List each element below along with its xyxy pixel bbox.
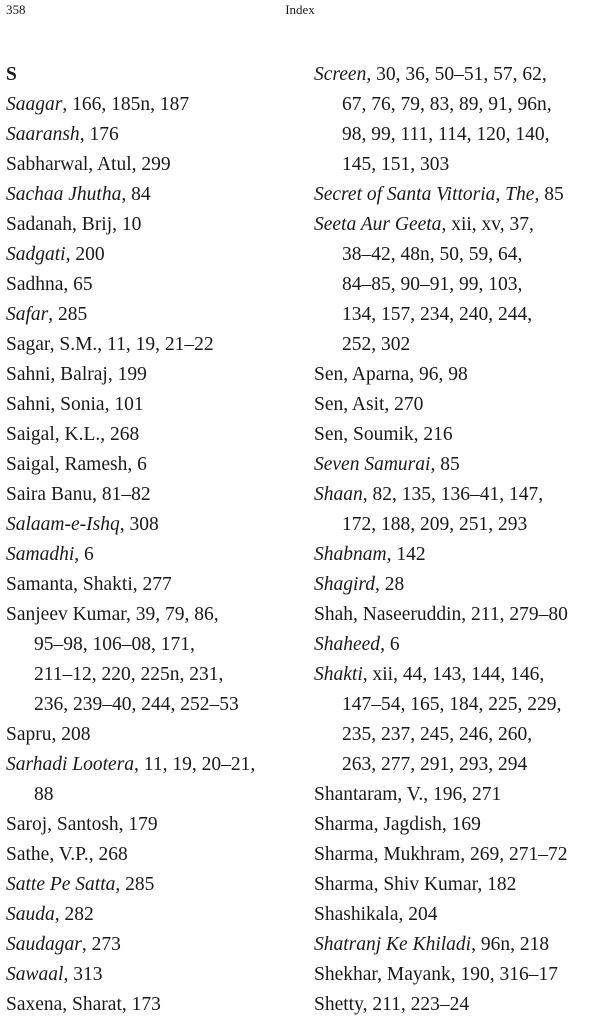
index-entry-line: [6, 990, 296, 1020]
title-text: Seven Samurai: [314, 454, 431, 475]
page-number: 358: [6, 2, 26, 17]
index-entry: [314, 420, 598, 450]
index-entry-line: [314, 630, 598, 660]
entry-text: , 313: [63, 964, 103, 985]
index-entry: [6, 390, 296, 420]
index-entry: [6, 480, 296, 510]
index-entry-line: [6, 300, 296, 330]
title-text: Shaheed: [314, 634, 381, 655]
entry-text: Shekhar, Mayank, 190, 316–17: [314, 964, 559, 985]
index-entry-continuation: [314, 750, 598, 780]
index-entry-continuation: [314, 270, 598, 300]
entry-text: , 11, 19, 20–21,: [134, 754, 256, 775]
index-entry-line: [6, 210, 296, 240]
entry-text: Sharma, Shiv Kumar, 182: [314, 874, 517, 895]
entry-text: Shashikala, 204: [314, 904, 438, 925]
index-entry-line: [314, 600, 598, 630]
index-entry: [6, 300, 296, 330]
index-entry: [6, 720, 296, 750]
index-entry-line: [6, 360, 296, 390]
index-entry-line: [314, 660, 598, 690]
index-entry: [314, 540, 598, 570]
entry-text: 145, 151, 303: [342, 154, 450, 175]
entry-text: Shah, Naseeruddin, 211, 279–80: [314, 604, 568, 625]
entry-text: Sahni, Balraj, 199: [6, 364, 147, 385]
index-entry-line: [314, 540, 598, 570]
index-entry-line: [6, 120, 296, 150]
index-entry-line: [314, 930, 598, 960]
index-entry: [314, 600, 598, 630]
entry-text: 263, 277, 291, 293, 294: [342, 754, 528, 775]
index-entry: [314, 450, 598, 480]
title-text: Safar: [6, 304, 49, 325]
entry-text: , 84: [121, 184, 151, 205]
index-entry-line: [314, 870, 598, 900]
index-entry-continuation: [314, 330, 598, 360]
index-entry-line: [6, 720, 296, 750]
entry-text: Sahni, Sonia, 101: [6, 394, 144, 415]
entry-text: 95–98, 106–08, 171,: [34, 634, 195, 655]
index-entry-line: [314, 990, 598, 1020]
entry-text: , 30, 36, 50–51, 57, 62,: [366, 64, 547, 85]
entry-text: , 6: [380, 634, 400, 655]
index-entry: [6, 510, 296, 540]
index-entry-line: [314, 360, 598, 390]
index-entry-line: [314, 420, 598, 450]
entry-text: , 285: [115, 874, 155, 895]
entry-text: 98, 99, 111, 114, 120, 140,: [342, 124, 550, 145]
entry-text: , 285: [48, 304, 88, 325]
index-entry-line: [6, 510, 296, 540]
index-entry: [6, 420, 296, 450]
title-text: Shakti: [314, 664, 363, 685]
index-entry-line: [6, 450, 296, 480]
index-entry: [314, 660, 598, 780]
index-entry: [6, 150, 296, 180]
index-entry-line: [314, 960, 598, 990]
index-entry: [314, 60, 598, 180]
page-header: [0, 0, 600, 20]
entry-text: 38–42, 48n, 50, 59, 64,: [342, 244, 523, 265]
index-entry-line: [6, 90, 296, 120]
index-entry: [314, 900, 598, 930]
entry-text: , 96n, 218: [471, 934, 550, 955]
index-entry: [6, 450, 296, 480]
index-entry: [6, 930, 296, 960]
entry-text: , 85: [430, 454, 460, 475]
entry-text: 235, 237, 245, 246, 260,: [342, 724, 533, 745]
index-entry-line: [6, 810, 296, 840]
index-entry: [6, 240, 296, 270]
entry-text: , 6: [74, 544, 94, 565]
index-entry: [6, 990, 296, 1020]
index-entry: [6, 120, 296, 150]
index-entry-line: [6, 150, 296, 180]
entry-text: Sen, Aparna, 96, 98: [314, 364, 468, 385]
entry-text: Sharma, Mukhram, 269, 271–72: [314, 844, 568, 865]
entry-text: 252, 302: [342, 334, 411, 355]
entry-text: , xii, xv, 37,: [441, 214, 534, 235]
index-entry-line: [6, 930, 296, 960]
entry-text: Saira Banu, 81–82: [6, 484, 151, 505]
index-entry-continuation: [6, 660, 296, 690]
index-entry-line: [6, 570, 296, 600]
title-text: Satte Pe Satta: [6, 874, 116, 895]
index-entry-line: [6, 870, 296, 900]
index-entry: [6, 600, 296, 720]
entry-text: 211–12, 220, 225n, 231,: [34, 664, 224, 685]
entry-text: 84–85, 90–91, 99, 103,: [342, 274, 523, 295]
entry-text: Sanjeev Kumar, 39, 79, 86,: [6, 604, 219, 625]
index-entry-line: [6, 390, 296, 420]
entry-text: Sadhna, 65: [6, 274, 93, 295]
running-head: Index: [285, 2, 315, 17]
index-entry: [6, 360, 296, 390]
title-text: Shabnam: [314, 544, 387, 565]
title-text: Sadgati: [6, 244, 66, 265]
index-entry: [6, 540, 296, 570]
entry-text: 67, 76, 79, 83, 89, 91, 96n,: [342, 94, 552, 115]
index-entry-continuation: [314, 120, 598, 150]
index-entry: [6, 210, 296, 240]
index-entry-line: [6, 180, 296, 210]
index-entry: [314, 840, 598, 870]
title-text: Saudagar: [6, 934, 82, 955]
index-entry-line: [314, 840, 598, 870]
entry-text: Sen, Soumik, 216: [314, 424, 453, 445]
index-entry-continuation: [314, 720, 598, 750]
index-entry: [6, 330, 296, 360]
entry-text: Sapru, 208: [6, 724, 91, 745]
entry-text: 236, 239–40, 244, 252–53: [34, 694, 239, 715]
index-entry-line: [314, 810, 598, 840]
index-column-left: [6, 60, 296, 1020]
title-text: Shaan: [314, 484, 363, 505]
entry-text: Shetty, 211, 223–24: [314, 994, 470, 1015]
index-entry: [6, 570, 296, 600]
index-entry-continuation: [6, 690, 296, 720]
entry-text: Sadanah, Brij, 10: [6, 214, 142, 235]
entry-text: 172, 188, 209, 251, 293: [342, 514, 528, 535]
index-entry: [314, 930, 598, 960]
index-entry-line: [6, 330, 296, 360]
entry-text: Saxena, Sharat, 173: [6, 994, 161, 1015]
index-entry: [314, 630, 598, 660]
title-text: Seeta Aur Geeta: [314, 214, 442, 235]
entry-text: , 176: [79, 124, 119, 145]
entry-text: , 82, 135, 136–41, 147,: [362, 484, 544, 505]
title-text: Saagar: [6, 94, 63, 115]
index-entry: [314, 360, 598, 390]
entry-text: 88: [34, 784, 54, 805]
index-entries-right: [314, 60, 598, 1020]
entry-text: , 282: [54, 904, 94, 925]
title-text: Screen: [314, 64, 367, 85]
index-entry-line: [314, 390, 598, 420]
index-entry-line: [6, 240, 296, 270]
section-letter: S: [6, 64, 17, 85]
entry-text: Samanta, Shakti, 277: [6, 574, 172, 595]
index-entry: [314, 390, 598, 420]
entry-text: , xii, 44, 143, 144, 146,: [362, 664, 545, 685]
index-entry-line: [6, 420, 296, 450]
entry-text: , 273: [81, 934, 121, 955]
entry-text: Saigal, Ramesh, 6: [6, 454, 147, 475]
index-entry: [314, 870, 598, 900]
index-entry: [6, 270, 296, 300]
index-entry-line: [6, 270, 296, 300]
index-entry: [6, 900, 296, 930]
title-text: Shatranj Ke Khiladi: [314, 934, 472, 955]
index-entry: [314, 780, 598, 810]
index-entry: [6, 90, 296, 120]
title-text: Salaam-e-Ishq: [6, 514, 120, 535]
index-entry: [314, 810, 598, 840]
entry-text: Sen, Asit, 270: [314, 394, 424, 415]
index-entry: [6, 810, 296, 840]
entry-text: 134, 157, 234, 240, 244,: [342, 304, 533, 325]
index-entry-continuation: [314, 510, 598, 540]
index-entry-line: [6, 960, 296, 990]
entry-text: Sharma, Jagdish, 169: [314, 814, 481, 835]
index-entry-line: [6, 900, 296, 930]
entry-text: Saigal, K.L., 268: [6, 424, 140, 445]
index-entry: [314, 990, 598, 1020]
title-text: Saaransh: [6, 124, 80, 145]
index-entry-continuation: [6, 630, 296, 660]
entry-text: , 142: [386, 544, 426, 565]
index-entry-continuation: [314, 90, 598, 120]
entry-text: Saroj, Santosh, 179: [6, 814, 158, 835]
entry-text: Sabharwal, Atul, 299: [6, 154, 171, 175]
title-text: Sawaal: [6, 964, 64, 985]
index-entry-line: [314, 570, 598, 600]
entry-text: 147–54, 165, 184, 225, 229,: [342, 694, 562, 715]
index-entry-line: [314, 210, 598, 240]
index-entry: [314, 180, 598, 210]
index-column-right: [314, 60, 598, 1020]
index-entry-line: [314, 450, 598, 480]
index-entry-line: [6, 480, 296, 510]
index-entry-line: [6, 540, 296, 570]
title-text: Samadhi: [6, 544, 75, 565]
index-entry-line: [314, 60, 598, 90]
index-entries-left: [6, 90, 296, 1020]
index-entry: [6, 840, 296, 870]
index-entry: [6, 180, 296, 210]
index-entry-continuation: [314, 150, 598, 180]
index-entry-line: [6, 840, 296, 870]
index-entry: [314, 210, 598, 360]
entry-text: , 28: [375, 574, 405, 595]
index-entry-line: [6, 750, 296, 780]
index-entry-line: [314, 900, 598, 930]
entry-text: Sagar, S.M., 11, 19, 21–22: [6, 334, 214, 355]
entry-text: Shantaram, V., 196, 271: [314, 784, 502, 805]
entry-text: , 308: [119, 514, 159, 535]
index-entry-continuation: [314, 240, 598, 270]
index-entry-line: [314, 780, 598, 810]
index-entry-line: [6, 600, 296, 630]
index-entry-line: [314, 480, 598, 510]
title-text: Sachaa Jhutha: [6, 184, 122, 205]
index-entry: [6, 960, 296, 990]
index-entry-line: [314, 180, 598, 210]
title-text: Sarhadi Lootera: [6, 754, 135, 775]
title-text: Sauda: [6, 904, 55, 925]
title-text: Shagird: [314, 574, 376, 595]
entry-text: Sathe, V.P., 268: [6, 844, 128, 865]
title-text: Secret of Santa Vittoria, The: [314, 184, 535, 205]
index-entry: [314, 570, 598, 600]
index-entry-continuation: [314, 690, 598, 720]
entry-text: , 200: [65, 244, 105, 265]
index-entry: [6, 870, 296, 900]
index-entry-continuation: [6, 780, 296, 810]
entry-text: , 85: [534, 184, 564, 205]
index-entry: [314, 480, 598, 540]
index-entry: [6, 750, 296, 810]
index-entry: [314, 960, 598, 990]
index-entry-continuation: [314, 300, 598, 330]
entry-text: , 166, 185n, 187: [62, 94, 190, 115]
